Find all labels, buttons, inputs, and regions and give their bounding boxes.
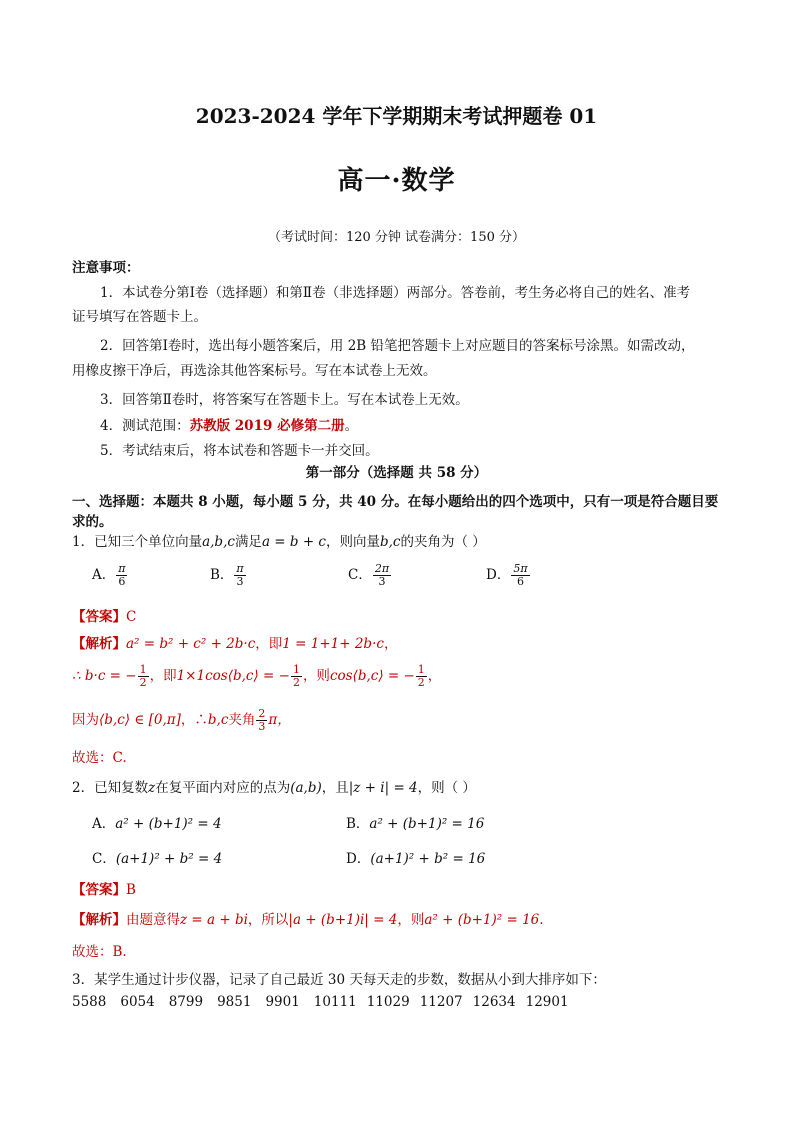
section-heading: 第一部分（选择题 共 58 分） <box>305 465 488 481</box>
q1-analysis-line-1: 【解析】a² = b² + c² + 2b·c，即1 = 1+1+ 2b·c， <box>72 636 398 652</box>
q3-datum: 9901 <box>265 994 300 1010</box>
q2-option-a[interactable]: A．a² + (b+1)² = 4 <box>92 816 222 832</box>
note-2a: 2．回答第Ⅰ卷时，选出每小题答案后，用 2B 铅笔把答题卡上对应题目的答案标号涂黑。如需改动， <box>100 338 695 354</box>
note-5: 5．考试结束后，将本试卷和答题卡一并交回。 <box>100 443 379 459</box>
q1-option-b[interactable]: B． $\frac{\pi}{3}$ <box>210 562 244 588</box>
q2-analysis: 【解析】由题意得z = a + bi，所以|a + (b+1)i| = 4，则a² + (b+1)² = 16. <box>72 912 544 928</box>
q3-stem: 3．某学生通过计步仪器，记录了自己最近 30 天每天走的步数，数据从小到大排序如下： <box>72 972 606 988</box>
q1-stem: 1．已知三个单位向量a,b,c满足a = b + c，则向量b,c的夹角为（ ） <box>72 534 486 550</box>
q3-datum: 9851 <box>217 994 252 1010</box>
q3-data-row <box>72 994 569 1010</box>
q2-option-b[interactable]: B．a² + (b+1)² = 16 <box>346 816 485 832</box>
q3-datum: 12901 <box>525 994 569 1010</box>
test-scope: 苏教版 2019 必修第二册 <box>189 418 345 434</box>
note-1b: 证号填写在答题卡上。 <box>72 309 207 325</box>
q1-option-d[interactable]: D． $\frac{5\pi}{6}$ <box>486 562 528 588</box>
q3-datum: 11029 <box>366 994 410 1010</box>
q2-stem: 2．已知复数z在复平面内对应的点为(a,b)，且|z + i| = 4，则（ ） <box>72 780 476 796</box>
q1-vectors: a,b,c <box>202 534 235 550</box>
q2-conclusion: 故选：B. <box>72 944 127 960</box>
q1-option-c[interactable]: C． $\frac{2\pi}{3}$ <box>348 562 390 588</box>
q1-analysis-line-2: ∴ b·c = − $\frac{1}{2}$ ，即1×1cos⟨b,c⟩ = − $\frac{1}{2}$ ，则cos⟨b,c⟩ = − $\frac{1}{2}$ ， <box>72 663 442 689</box>
q3-datum: 5588 <box>72 994 107 1010</box>
q3-datum: 10111 <box>313 994 357 1010</box>
q3-datum: 8799 <box>168 994 204 1010</box>
section-instructions-2: 求的。 <box>72 514 113 530</box>
q3-datum: 11207 <box>419 994 463 1010</box>
q2-option-d[interactable]: D．(a+1)² + b² = 16 <box>346 851 486 867</box>
q1-analysis-line-3: 因为⟨b,c⟩ ∈ [0,π]，∴b,c夹角 $\frac{2}{3}$ π， <box>72 707 291 733</box>
exam-subtitle: 高一·数学 <box>337 166 456 196</box>
note-2b: 用橡皮擦干净后，再选涂其他答案标号。写在本试卷上无效。 <box>72 363 437 379</box>
q1-option-a[interactable]: A． $\frac{\pi}{6}$ <box>92 562 126 588</box>
q2-option-c[interactable]: C．(a+1)² + b² = 4 <box>92 851 223 867</box>
exam-title: 2023-2024 学年下学期期末考试押题卷 01 <box>195 104 598 128</box>
section-instructions-1: 一、选择题：本题共 8 小题，每小题 5 分，共 40 分。在每小题给出的四个选项中，只有一项是符合题目要 <box>72 494 719 510</box>
q1-conclusion: 故选：C. <box>72 750 127 766</box>
exam-timing: （考试时间：120 分钟 试卷满分：150 分） <box>267 230 526 245</box>
note-3: 3．回答第Ⅱ卷时，将答案写在答题卡上。写在本试卷上无效。 <box>100 392 469 408</box>
q2-answer: 【答案】B <box>72 882 136 898</box>
q3-datum: 6054 <box>120 994 155 1010</box>
q3-datum: 12634 <box>472 994 516 1010</box>
q1-answer: 【答案】C <box>72 609 137 625</box>
q1-equation: a = b + c <box>261 534 326 550</box>
notes-heading: 注意事项： <box>72 260 140 276</box>
note-1a: 1．本试卷分第Ⅰ卷（选择题）和第Ⅱ卷（非选择题）两部分。答卷前，考生务必将自己的姓名、准考 <box>100 285 691 301</box>
note-4: 4．测试范围：苏教版 2019 必修第二册。 <box>100 418 359 434</box>
